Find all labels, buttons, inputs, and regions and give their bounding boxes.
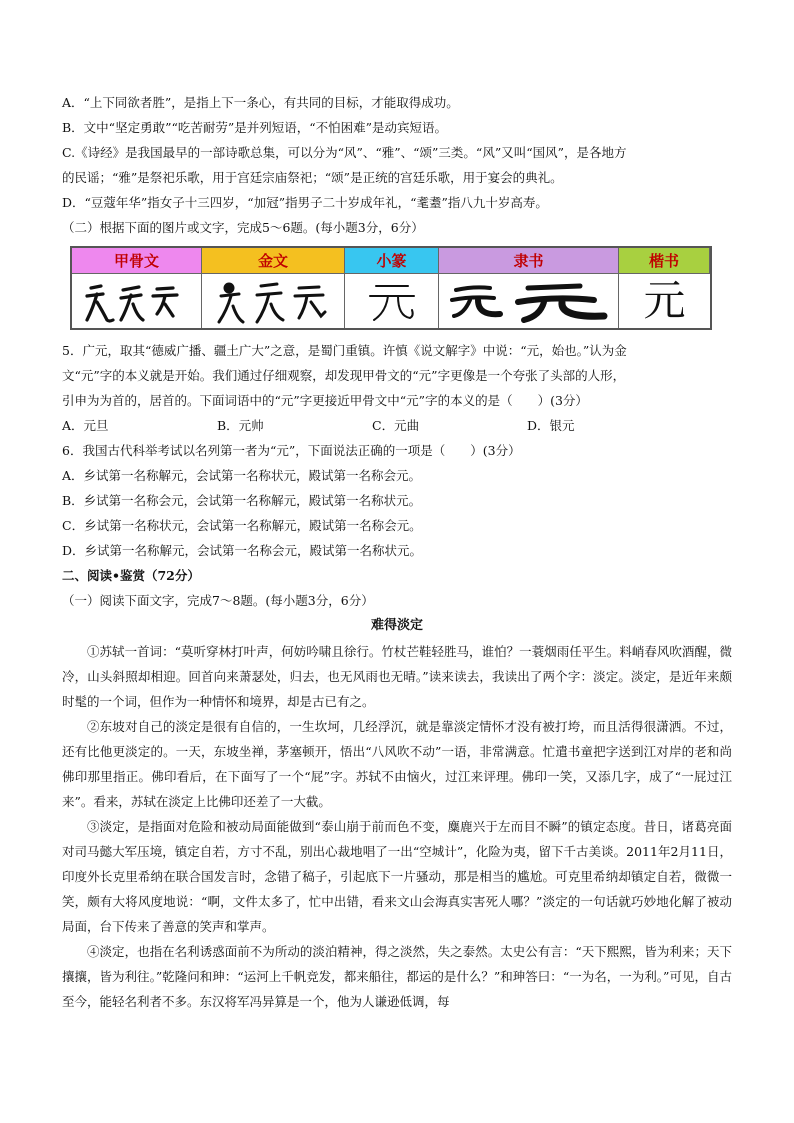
article-title: 难得淡定: [370, 618, 423, 633]
glyph-jinwen: [202, 274, 345, 328]
q5-stem-line2: 文“元”字的本义就是开始。我们通过仔细观察，却发现甲骨文的“元”字更像是一个夸张了头部的人形，: [62, 368, 626, 383]
q6-stem: 6．我国古代科举考试以名列第一者为“元”，下面说法正确的一项是（ ）(3分）: [62, 443, 521, 458]
q6-option-b: B．乡试第一名称会元，会试第一名称解元，殿试第一名称状元。: [62, 493, 422, 508]
script-evolution-table: [70, 246, 712, 330]
part2-heading: 二、阅读•鉴赏（72分）: [62, 568, 200, 583]
lishu-yuan-glyph: [444, 276, 614, 326]
option-4c-line2: 的民谣；“雅”是祭祀乐歌，用于宫廷宗庙祭祀；“颂”是正统的宫廷乐歌，用于宴会的典礼。: [62, 170, 563, 185]
glyph-jiaguwen: [72, 274, 202, 328]
option-4d: D．“豆蔻年华”指女子十三四岁，“加冠”指男子二十岁成年礼，“耄耋”指八九十岁高寿。: [62, 195, 548, 210]
article-paragraph-4: ④淡定，也指在名利诱惑面前不为所动的淡泊精神，得之淡然，失之泰然。太史公有言：“天下熙熙，皆为利来；天下攘攘，皆为利往。”乾隆问和珅：“运河上千帆竞发，都来船往，都运的是什么？”和珅答曰：“一为名，一为利。”可见，自古至今，能轻名利者不多。东汉将军冯异算是一个，他为人谦逊低调，每: [62, 944, 732, 1009]
q6-option-a: A．乡试第一名称解元，会试第一名称状元，殿试第一名称会元。: [62, 468, 422, 483]
jinwen-yuan-glyph: [207, 276, 339, 326]
header-xiaozhuan: 小篆: [345, 248, 439, 274]
glyph-kaishu: [619, 274, 710, 328]
section2-intro: （二）根据下面的图片或文字，完成5～6题。(每小题3分，6分）: [62, 220, 424, 235]
header-jinwen: 金文: [202, 248, 345, 274]
glyph-xiaozhuan: [345, 274, 439, 328]
q5-options: [62, 413, 732, 438]
header-kaishu: 楷书: [619, 248, 710, 274]
q5-option-d: D．银元: [527, 418, 575, 433]
q6-option-d: D．乡试第一名称解元，会试第一名称会元，殿试第一名称状元。: [62, 543, 423, 558]
q5-option-a: A．元旦: [62, 418, 109, 433]
option-4a: A．“上下同欲者胜”，是指上下一条心，有共同的目标，才能取得成功。: [62, 95, 459, 110]
q5-stem-line3: 引申为为首的，居首的。下面词语中的“元”字更接近甲骨文中“元”字的本义的是（ ）(3分）: [62, 393, 588, 408]
kaishu-yuan-char: 元: [643, 276, 686, 325]
article-paragraph-3: ③淡定，是指面对危险和被动局面能做到“泰山崩于前而色不变，麋鹿兴于左而目不瞬”的镇定态度。昔日，诸葛亮面对司马懿大军压境，镇定自若，方寸不乱，别出心裁地唱了一出“空城计”，化险为夷，留下千古美谈。2011年2月11日，印度外长克里希纳在联合国发言时，念错了稿子，引起底下一片骚动，那是相当的尴尬。可克里希纳却镇定自若，微微一笑，颇有大将风度地说：“啊，文件太多了，忙中出错，看来文山会海真实害死人哪？”淡定的一句话就巧妙地化解了被动局面，台下传来了善意的笑声和掌声。: [62, 819, 732, 934]
xiaozhuan-yuan-glyph: [352, 276, 432, 326]
option-4b: B．文中“坚定勇敢”“吃苦耐劳”是并列短语，“不怕困难”是动宾短语。: [62, 120, 448, 135]
article-paragraph-1: ①苏轼一首词：“莫听穿林打叶声，何妨吟啸且徐行。竹杖芒鞋轻胜马，谁怕？一蓑烟雨任平生。料峭春风吹酒醒，微冷，山头斜照却相迎。回首向来萧瑟处，归去，也无风雨也无晴。”读来读去，我读出了两个字：淡定。淡定，是近年来颇时髦的一个词，但作为一种情怀和境界，却是古已有之。: [62, 644, 732, 709]
jiaguwen-yuan-glyph: [77, 276, 197, 326]
part2-intro: （一）阅读下面文字，完成7～8题。(每小题3分，6分）: [62, 593, 374, 608]
exam-page: [62, 90, 732, 1014]
q5-stem-line1: 5．广元，取其“德威广播、疆土广大”之意，是蜀门重镇。许慎《说文解字》中说：“元，始也。”认为金: [62, 343, 627, 358]
q6-option-c: C．乡试第一名称状元，会试第一名称解元，殿试第一名称会元。: [62, 518, 422, 533]
q5-option-c: C．元曲: [372, 418, 420, 433]
article-paragraph-2: ②东坡对自己的淡定是很有自信的，一生坎坷，几经浮沉，就是靠淡定情怀才没有被打垮，而且活得很潇洒。不过，还有比他更淡定的。一天，东坡坐禅，茅塞顿开，悟出“八风吹不动”一语，非常满意。忙遣书童把字送到江对岸的老和尚佛印那里指正。佛印看后，在下面写了一个“屁”字。苏轼不由恼火，过江来评理。佛印一笑，又添几字，成了“一屁过江来”。看来，苏轼在淡定上比佛印还差了一大截。: [62, 719, 732, 809]
header-jiaguwen: 甲骨文: [72, 248, 202, 274]
glyph-lishu: [439, 274, 619, 328]
header-lishu: 隶书: [439, 248, 619, 274]
option-4c-line1: C.《诗经》是我国最早的一部诗歌总集，可以分为“风”、“雅”、“颂”三类。“风”又叫“国风”，是各地方: [62, 145, 627, 160]
q5-option-b: B．元帅: [217, 418, 264, 433]
